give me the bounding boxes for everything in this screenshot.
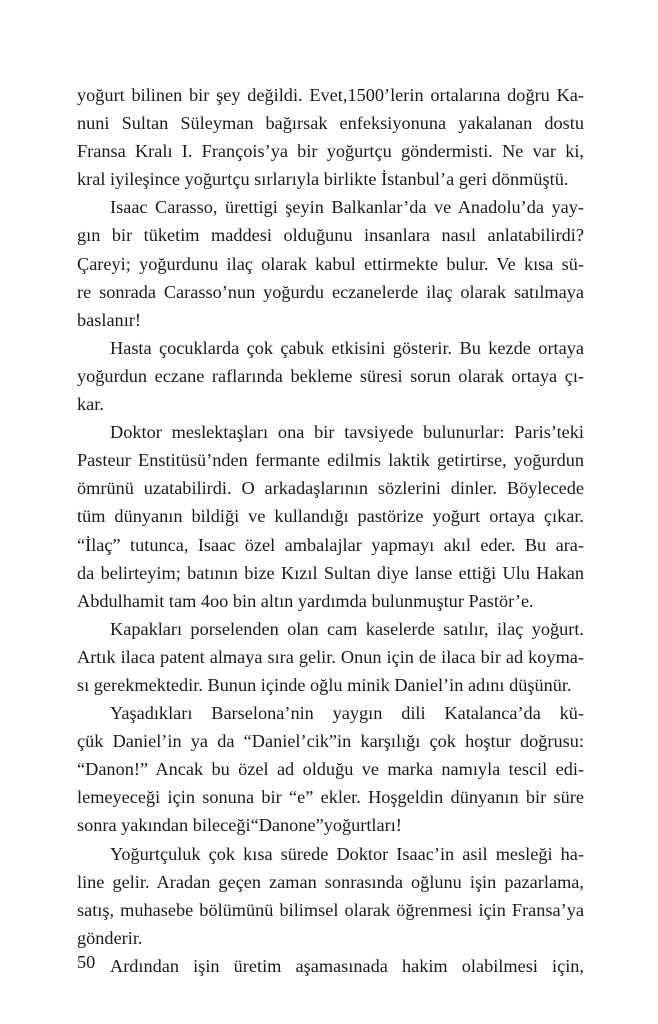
text-body	[77, 81, 584, 980]
text-line: gönderir.	[77, 927, 143, 948]
text-line: baslanır!	[77, 309, 141, 330]
text-line: Yoğurtçuluk çok kısa sürede Doktor Isaac’in asil mesleği ha-	[110, 843, 584, 864]
text-line: gın bir tüketim maddesi olduğunu insanlara nasıl anlatabilirdi?	[77, 225, 584, 246]
paragraph	[77, 615, 584, 699]
text-line: re sonrada Carasso’nun yoğurdu eczanelerde ilaç olarak satılmaya	[77, 281, 584, 302]
paragraph	[77, 699, 584, 839]
text-line: Hasta çocuklarda çok çabuk etkisini gösterir. Bu kezde ortaya	[110, 337, 584, 358]
paragraph	[77, 840, 584, 952]
text-line: Kapakları porselenden olan cam kaselerde satılır, ilaç yoğurt.	[110, 618, 584, 639]
text-line: Ardından işin üretim aşamasınada hakim olabilmesi için,	[110, 955, 584, 976]
page-number: 50	[77, 952, 96, 972]
paragraph	[77, 334, 584, 418]
text-line: yoğurt bilinen bir şey değildi. Evet,1500’lerin ortalarına doğru Ka-	[77, 85, 584, 105]
paragraph	[77, 418, 584, 615]
text-line: da belirteyim; batının bize Kızıl Sultan diye lanse ettiği Ulu Hakan	[77, 562, 584, 583]
text-line: Doktor meslektaşları ona bir tavsiyede bulunurlar: Paris’teki	[110, 422, 584, 443]
paragraph	[77, 193, 584, 333]
text-line: ömrünü uzatabilirdi. O arkadaşlarının sözlerini dinler. Böylecede	[77, 478, 584, 499]
text-line: tüm dünyanın bildiği ve kullandığı pastörize yoğurt ortaya çıkar.	[77, 506, 584, 527]
paragraph	[77, 81, 584, 193]
text-line: line gelir. Aradan geçen zaman sonrasında oğlunu işin pazarlama,	[77, 871, 584, 892]
text-line: nuni Sultan Süleyman bağırsak enfeksiyonuna yakalanan dostu	[77, 113, 584, 134]
text-line: satış, muhasebe bölümünü bilimsel olarak öğrenmesi için Fransa’ya	[77, 899, 584, 920]
text-line: çük Daniel’in ya da “Daniel’cik”in karşılığı çok hoştur doğrusu:	[77, 731, 584, 752]
text-line: Artık ilaca patent almaya sıra gelir. Onun için de ilaca bir ad koyma-	[77, 646, 584, 667]
text-line: kar.	[77, 394, 104, 415]
text-line: Yaşadıkları Barselona’nin yaygın dili Katalanca’da kü-	[110, 703, 584, 724]
paragraph	[77, 952, 584, 980]
text-line: yoğurdun eczane raflarında bekleme süresi sorun olarak ortaya çı-	[77, 365, 584, 386]
text-line: lemeyeceği için sonuna bir “e” ekler. Hoşgeldin dünyanın bir süre	[77, 787, 584, 808]
text-line: Pasteur Enstitüsü’nden fermante edilmis laktik getirtirse, yoğurdun	[77, 450, 584, 471]
text-line: Isaac Carasso, ürettigi şeyin Balkanlar’da ve Anadolu’da yay-	[110, 197, 584, 218]
text-line: sonra yakından bileceği“Danone”yoğurtları!	[77, 815, 402, 836]
text-line: Çareyi; yoğurdunu ilaç olarak kabul ettirmekte bulur. Ve kısa sü-	[77, 253, 584, 274]
text-line: Abdulhamit tam 4oo bin altın yardımda bulunmuştur Pastör’e.	[77, 590, 534, 611]
text-line: sı gerekmektedir. Bunun içinde oğlu minik Daniel’in adını düşünür.	[77, 674, 572, 695]
text-line: kral iyileşince yoğurtçu sırlarıyla birlikte İstanbul’a geri dönmüştü.	[77, 169, 569, 190]
text-line: “Danon!” Ancak bu özel ad olduğu ve marka namıyla tescil edi-	[77, 759, 584, 780]
text-line: Fransa Kralı I. François’ya bir yoğurtçu göndermisti. Ne var ki,	[77, 141, 584, 162]
text-line: “İlaç” tutunca, Isaac özel ambalajlar yapmayı akıl eder. Bu ara-	[77, 534, 584, 555]
